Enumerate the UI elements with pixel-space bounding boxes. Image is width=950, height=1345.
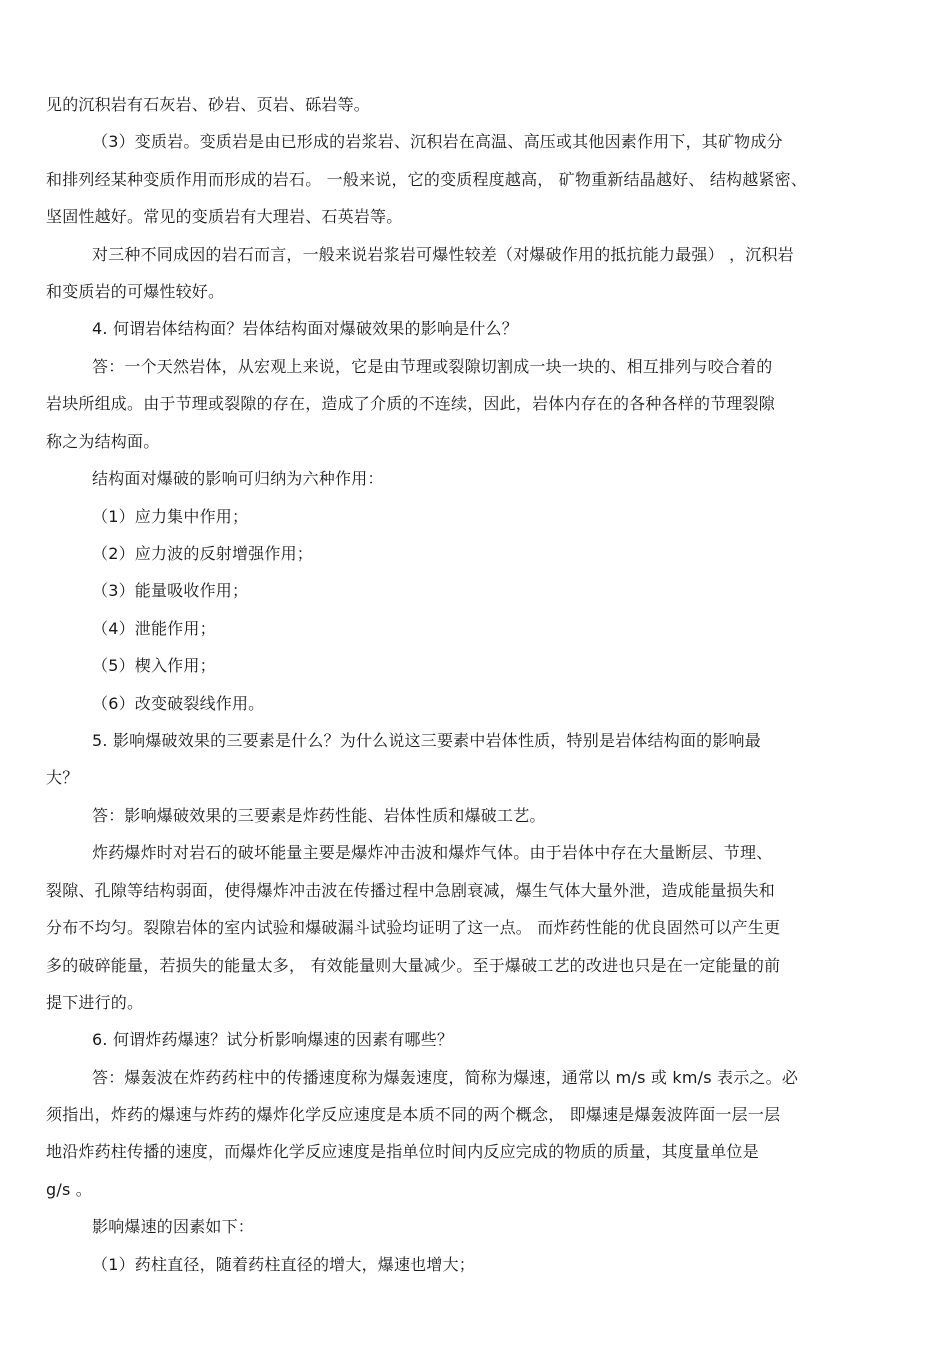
list-item: （2）应力波的反射增强作用； — [92, 544, 313, 563]
text-line: 对三种不同成因的岩石而言，一般来说岩浆岩可爆性较差（对爆破作用的抵抗能力最强） ，沉积岩 — [92, 245, 794, 264]
text-line: （3）变质岩。变质岩是由已形成的岩浆岩、沉积岩在高温、高压或其他因素作用下，其矿物成分 — [92, 132, 783, 151]
text-line: 大？ — [46, 768, 79, 787]
text-line: 和排列经某种变质作用而形成的岩石。 一般来说，它的变质程度越高， 矿物重新结晶越好、 结构越紧密、 — [46, 170, 808, 189]
text-line: 和变质岩的可爆性较好。 — [46, 282, 225, 301]
list-item: （1）应力集中作用； — [92, 507, 249, 526]
list-item: （4）泄能作用； — [92, 619, 216, 638]
text-line: 结构面对爆破的影响可归纳为六种作用： — [92, 469, 384, 488]
text-line: 答：影响爆破效果的三要素是炸药性能、岩体性质和爆破工艺。 — [92, 806, 546, 825]
text-line: 坚固性越好。常见的变质岩有大理岩、石英岩等。 — [46, 207, 403, 226]
text-line: 裂隙、孔隙等结构弱面，使得爆炸冲击波在传播过程中急剧衰减，爆生气体大量外泄，造成能量损失和 — [46, 881, 776, 900]
text-line: 地沿炸药柱传播的速度，而爆炸化学反应速度是指单位时间内反应完成的物质的质量，其度量单位是 — [46, 1142, 759, 1161]
text-line: 影响爆速的因素如下： — [92, 1217, 255, 1236]
text-line: 见的沉积岩有石灰岩、砂岩、页岩、砾岩等。 — [46, 95, 371, 114]
question-heading: 4. 何谓岩体结构面？岩体结构面对爆破效果的影响是什么？ — [92, 319, 518, 338]
text-line: 多的破碎能量，若损失的能量太多， 有效能量则大量减少。至于爆破工艺的改进也只是在一定能量的前 — [46, 956, 781, 975]
text-line: 提下进行的。 — [46, 993, 144, 1012]
list-item: （1）药柱直径，随着药柱直径的增大，爆速也增大； — [92, 1255, 475, 1274]
text-line: 须指出，炸药的爆速与炸药的爆炸化学反应速度是本质不同的两个概念， 即爆速是爆轰波阵面一层一层 — [46, 1105, 781, 1124]
list-item: （6）改变破裂线作用。 — [92, 694, 265, 713]
list-item: （5）楔入作用； — [92, 656, 216, 675]
text-line: 答：一个天然岩体，从宏观上来说，它是由节理或裂隙切割成一块一块的、相互排列与咬合着的 — [92, 357, 773, 376]
text-line: 称之为结构面。 — [46, 432, 160, 451]
list-item: （3）能量吸收作用； — [92, 581, 249, 600]
text-line: 炸药爆炸时对岩石的破坏能量主要是爆炸冲击波和爆炸气体。由于岩体中存在大量断层、节理、 — [92, 843, 773, 862]
question-heading: 6. 何谓炸药爆速？试分析影响爆速的因素有哪些？ — [92, 1030, 454, 1049]
text-line: g/s 。 — [46, 1180, 92, 1199]
text-line: 分布不均匀。裂隙岩体的室内试验和爆破漏斗试验均证明了这一点。 而炸药性能的优良固然可以产生更 — [46, 918, 781, 937]
question-heading: 5. 影响爆破效果的三要素是什么？为什么说这三要素中岩体性质，特别是岩体结构面的影响最 — [92, 731, 761, 750]
text-line: 答：爆轰波在炸药药柱中的传播速度称为爆轰速度，简称为爆速，通常以 m/s 或 km/s 表示之。必 — [92, 1068, 799, 1087]
text-line: 岩块所组成。由于节理或裂隙的存在，造成了介质的不连续，因此，岩体内存在的各种各样的节理裂隙 — [46, 394, 776, 413]
